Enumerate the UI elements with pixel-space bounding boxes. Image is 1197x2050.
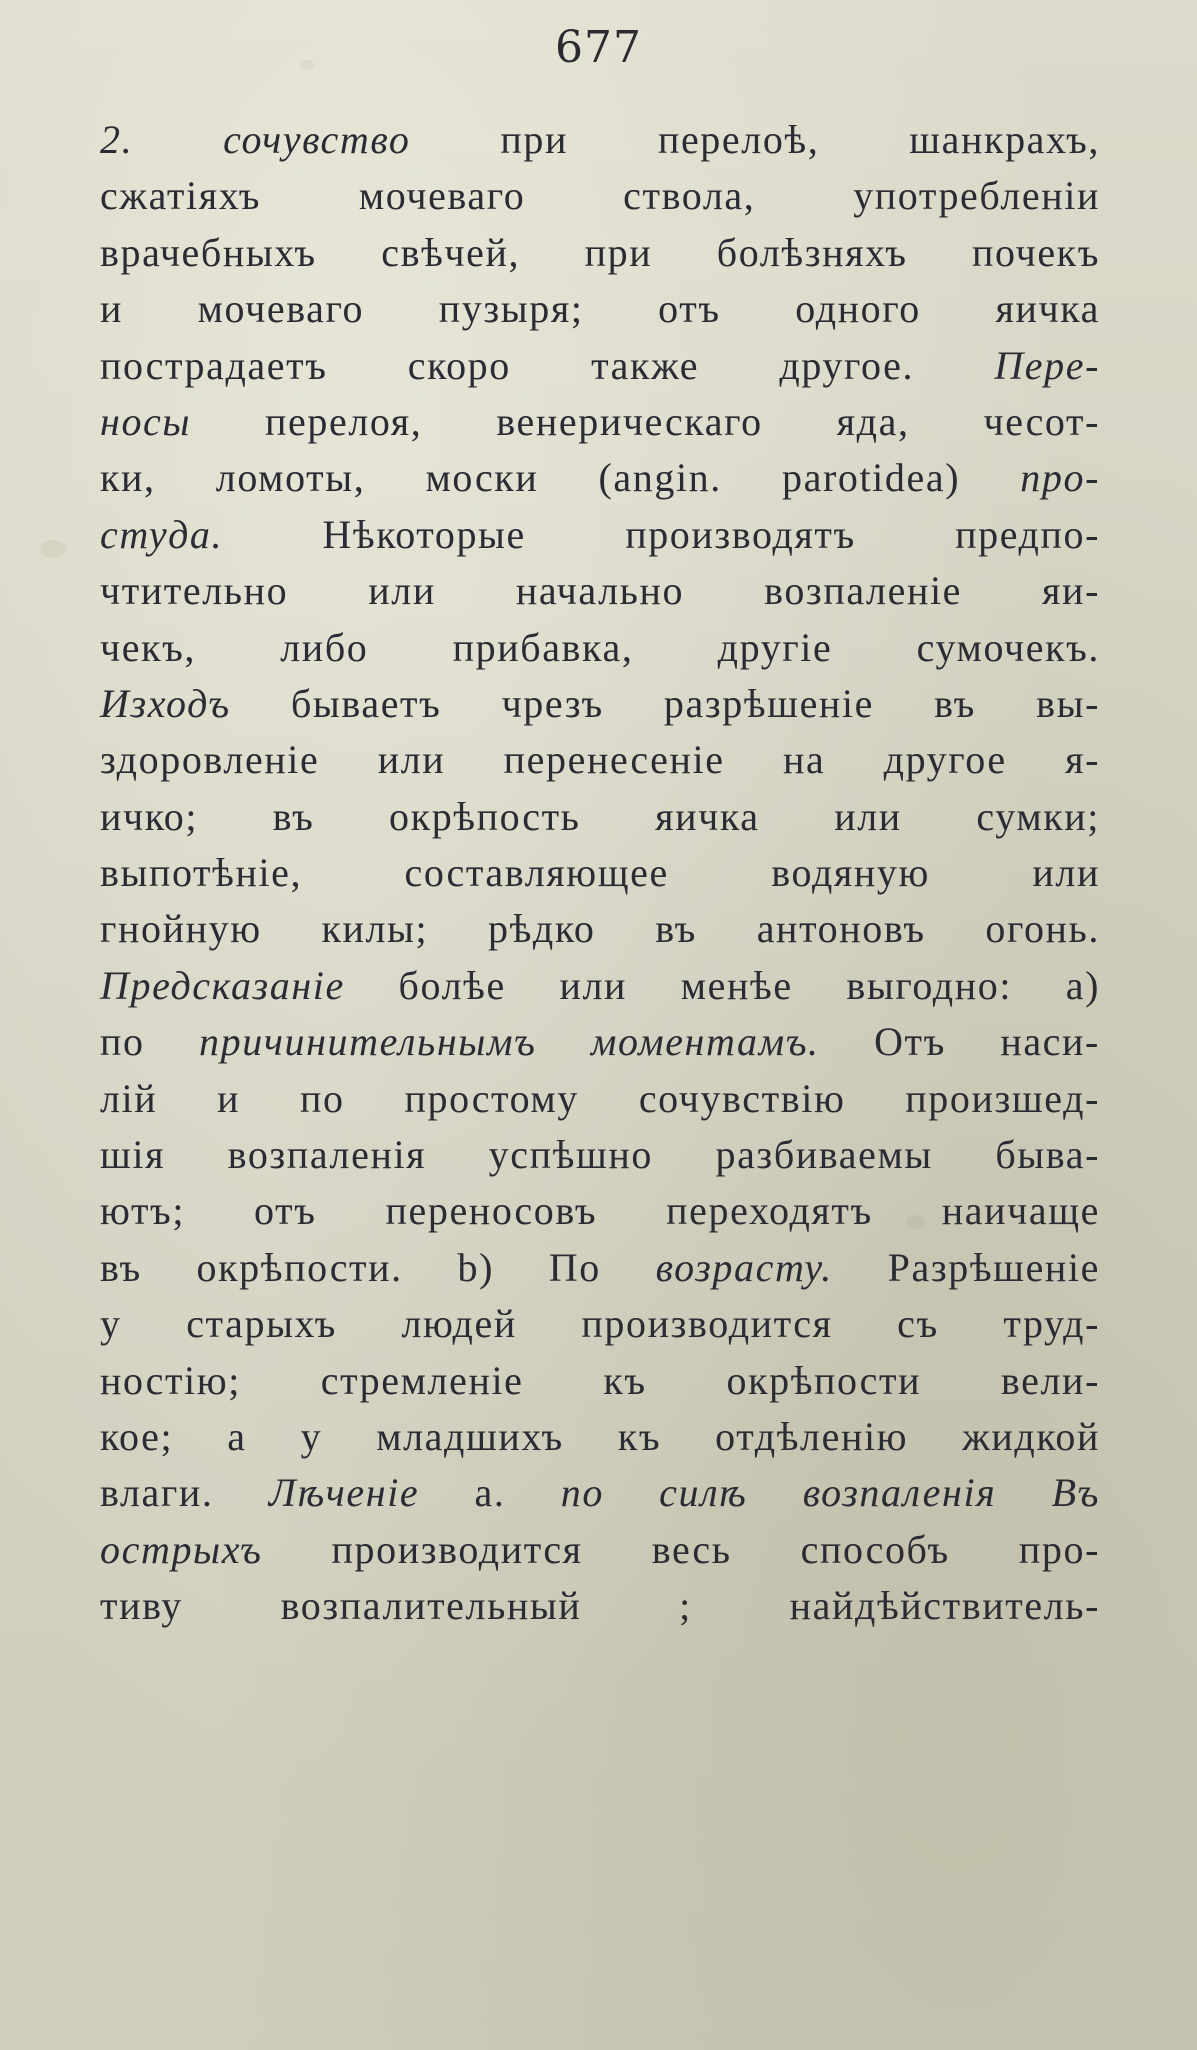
text-segment: ки, ломоты, моски (angin. parotidea)	[100, 455, 1021, 501]
text-line	[100, 1071, 1100, 1127]
text-line	[100, 732, 1100, 788]
text-segment: Отъ наси-	[819, 1019, 1100, 1065]
text-line	[100, 507, 1100, 563]
italic-text: студа.	[100, 511, 224, 557]
text-segment: бываетъ чрезъ разрѣшеніе въ вы-	[230, 680, 1100, 726]
text-line	[100, 1465, 1100, 1521]
text-segment: Разрѣшеніе	[832, 1244, 1100, 1290]
italic-text: Лѣченіе	[268, 1470, 420, 1516]
text-line	[100, 901, 1100, 957]
italic-text: по силѣ возпаленія Въ	[560, 1470, 1101, 1516]
text-line	[100, 168, 1100, 224]
italic-text: возрасту.	[655, 1244, 833, 1290]
italic-text: носы	[100, 398, 192, 444]
text-segment: кое; а у младшихъ къ отдѣленію жидкой	[100, 1413, 1100, 1459]
text-segment: сжатіяхъ мочеваго ствола, употребленіи	[100, 173, 1100, 219]
text-segment: тиву возпалительный ; найдѣйствитель-	[100, 1583, 1100, 1629]
text-line	[100, 958, 1100, 1014]
text-line	[100, 338, 1100, 394]
body-text	[100, 112, 1100, 1635]
text-line	[100, 1296, 1100, 1352]
text-line	[100, 1183, 1100, 1239]
text-line	[100, 563, 1100, 619]
page-number: 677	[555, 22, 642, 73]
text-line	[100, 1127, 1100, 1183]
text-line	[100, 789, 1100, 845]
text-segment: чекъ, либо прибавка, другіе сумочекъ.	[100, 624, 1100, 670]
text-segment: влаги.	[100, 1470, 269, 1516]
italic-text: причинительнымъ моментамъ.	[199, 1019, 820, 1065]
text-line	[100, 281, 1100, 337]
text-line	[100, 676, 1100, 732]
text-segment: болѣе или менѣе выгодно: a)	[344, 962, 1100, 1008]
text-segment: въ окрѣпости. b) По	[100, 1244, 656, 1290]
text-line	[100, 1240, 1100, 1296]
text-line	[100, 394, 1100, 450]
text-line	[100, 620, 1100, 676]
text-line	[100, 1522, 1100, 1578]
text-line	[100, 112, 1100, 168]
text-segment: при перелоѣ, шанкрахъ,	[410, 117, 1100, 162]
text-line	[100, 1353, 1100, 1409]
italic-text: Предсказаніе	[100, 962, 345, 1008]
italic-text: Изходъ	[100, 680, 231, 726]
text-segment: гнойную килы; рѣдко въ антоновъ огонь.	[100, 906, 1100, 952]
paper-stain	[40, 540, 66, 558]
text-line	[100, 1409, 1100, 1465]
italic-text: про-	[1020, 455, 1100, 501]
text-line	[100, 225, 1100, 281]
text-segment: Нѣкоторые производятъ предпо-	[223, 511, 1100, 557]
text-segment: пострадаетъ скоро также другое.	[100, 342, 995, 388]
text-segment: выпотѣніе, составляющее водяную или	[100, 850, 1100, 896]
text-segment: по	[100, 1019, 200, 1065]
text-line	[100, 450, 1100, 506]
text-segment: чтительно или начально возпаленіе яи-	[100, 568, 1100, 614]
text-segment: и мочеваго пузыря; отъ одного яичка	[100, 286, 1100, 332]
italic-text: 2.	[100, 117, 224, 162]
text-segment: здоровленіе или перенесеніе на другое я-	[100, 737, 1100, 783]
text-line	[100, 1014, 1100, 1070]
text-segment: перелоя, венерическаго яда, чесот-	[191, 398, 1100, 444]
text-segment: ичко; въ окрѣпость яичка или сумки;	[100, 793, 1100, 839]
text-segment: лій и по простому сочувствію произшед-	[100, 1075, 1100, 1121]
italic-text: Пере-	[994, 342, 1100, 388]
text-segment: врачебныхъ свѣчей, при болѣзняхъ почекъ	[100, 229, 1100, 275]
italic-text: сочувство	[223, 117, 411, 162]
text-line	[100, 845, 1100, 901]
text-segment: шія возпаленія успѣшно разбиваемы быва-	[100, 1132, 1100, 1178]
text-segment: ютъ; отъ переносовъ переходятъ наичаще	[100, 1188, 1100, 1234]
text-segment: ностію; стремленіе къ окрѣпости вели-	[100, 1357, 1100, 1403]
text-segment: производится весь способъ про-	[262, 1526, 1100, 1572]
text-segment: у старыхъ людей производится съ труд-	[100, 1301, 1100, 1347]
text-line	[100, 1578, 1100, 1634]
italic-text: острыхъ	[100, 1526, 263, 1572]
text-segment: a.	[419, 1470, 561, 1516]
